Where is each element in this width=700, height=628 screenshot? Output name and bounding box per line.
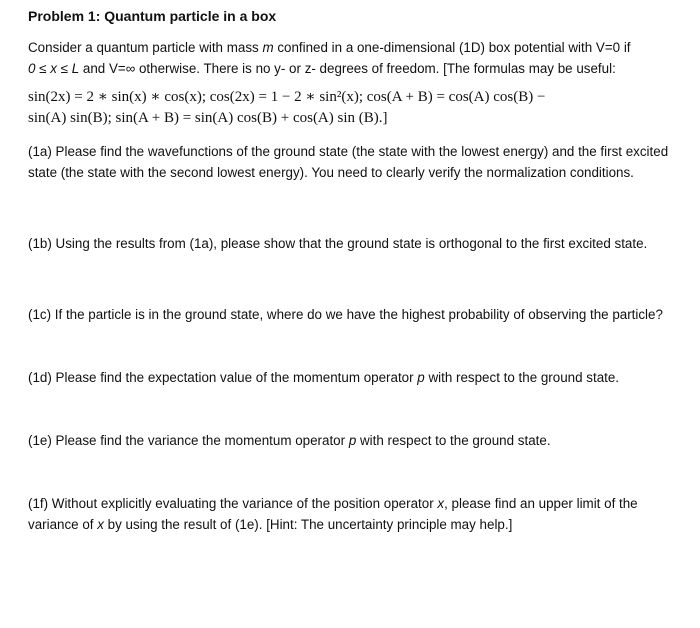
question-1e bbox=[28, 430, 690, 451]
q1f-text-1: (1f) Without explicitly evaluating the variance of the position operator bbox=[28, 496, 438, 511]
question-1c: (1c) If the particle is in the ground state, where do we have the highest probability of observing the particle? bbox=[28, 307, 663, 322]
position-variable: x bbox=[97, 517, 104, 532]
problem-title: Problem 1: Quantum particle in a box bbox=[28, 8, 277, 24]
problem-document bbox=[28, 6, 690, 535]
q1f-text-3: by using the result of (1e). [Hint: The uncertainty principle may help.] bbox=[103, 517, 513, 532]
position-variable: x bbox=[437, 496, 445, 511]
formula-line-2: sin(A) sin(B); sin(A + B) = sin(A) cos(B) + cos(A) sin (B).] bbox=[28, 110, 388, 126]
formula-block bbox=[28, 87, 690, 129]
q1d-text-1: (1d) Please find the expectation value of the momentum operator bbox=[28, 370, 418, 385]
question-1f bbox=[28, 493, 690, 535]
q1e-text-2: with respect to the ground state. bbox=[356, 433, 551, 448]
q1e-text-1: (1e) Please find the variance the momentum operator bbox=[28, 433, 349, 448]
mass-variable: m bbox=[262, 40, 274, 55]
domain-inequality: 0 ≤ x ≤ L bbox=[28, 61, 80, 76]
momentum-variable: p bbox=[417, 370, 425, 385]
formula-line-1: sin(2x) = 2 ∗ sin(x) ∗ cos(x); cos(2x) = 1 − 2 ∗ sin²(x); cos(A + B) = cos(A) cos(B) − bbox=[28, 89, 546, 105]
q1d-text-2: with respect to the ground state. bbox=[424, 370, 620, 385]
problem-intro bbox=[28, 37, 690, 79]
question-1d bbox=[28, 367, 690, 388]
q1f-text-2: , please find an upper limit of the variance of bbox=[28, 496, 638, 532]
intro-text-1: Consider a quantum particle with mass bbox=[28, 40, 263, 55]
question-1a: (1a) Please find the wavefunctions of the ground state (the state with the lowest energy) and the first excited state (the state with the second lowest energy). You need to clearly verify the normalization conditions. bbox=[28, 144, 669, 180]
intro-text-2: confined in a one-dimensional (1D) box potential with V=0 if bbox=[273, 40, 631, 55]
momentum-variable: p bbox=[348, 433, 357, 448]
question-1b: (1b) Using the results from (1a), please show that the ground state is orthogonal to the first excited state. bbox=[28, 236, 648, 251]
intro-text-3: and V=∞ otherwise. There is no y- or z- degrees of freedom. [The formulas may be useful: bbox=[79, 61, 616, 76]
